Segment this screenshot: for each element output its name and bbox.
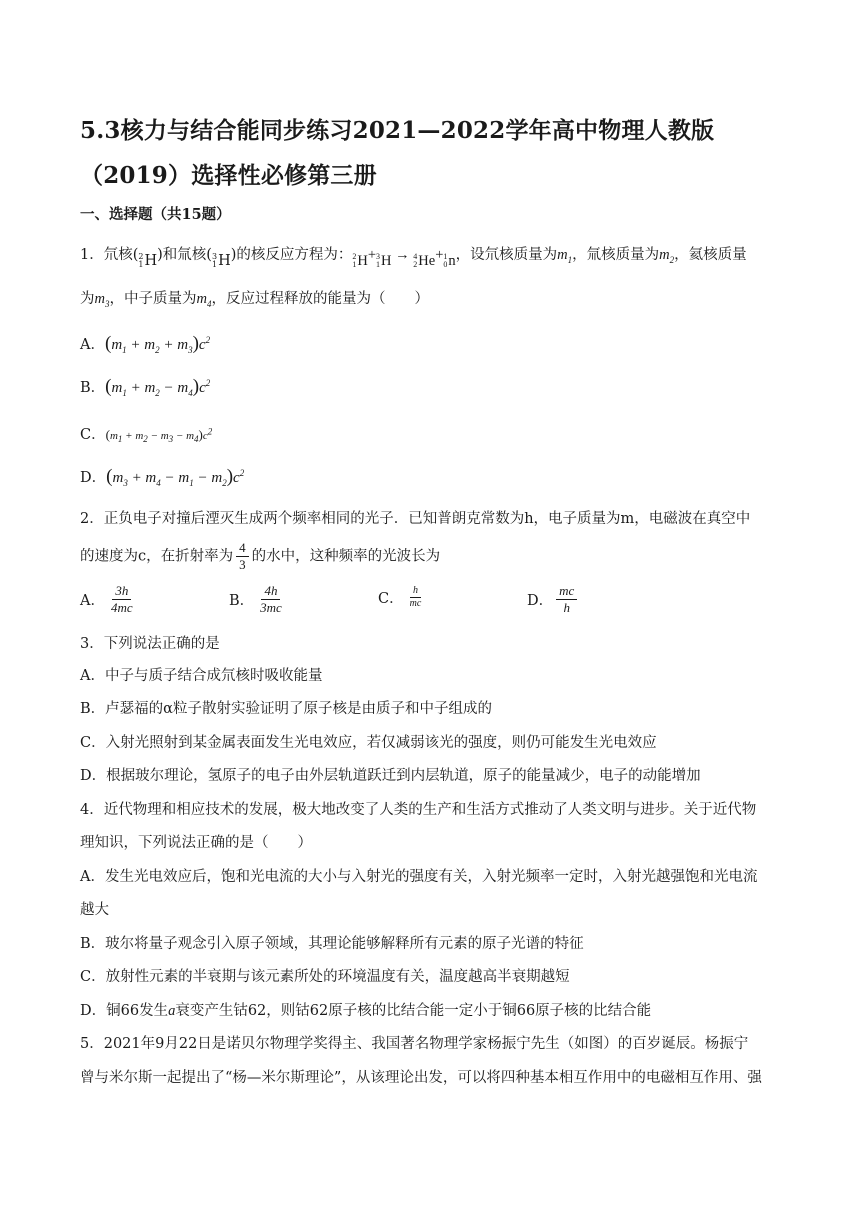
refractive-index-fraction: $\frac{4}{3}$ [236, 540, 249, 573]
q4-option-d: D．铜66发生a衰变产生钴62，则钴62原子核的比结合能一定小于铜66原子核的比结合能 [80, 1003, 652, 1019]
q2-stem-line1: 2．正负电子对撞后湮灭生成两个频率相同的光子．已知普朗克常数为h，电子质量为m，电磁波在真空中 [80, 511, 751, 527]
q1-option-d: D．$(m_3 + m_4 - m_1 - m_2)c^2$ [80, 466, 245, 488]
q2-option-d: D． $\frac{mc}{h}$ [527, 583, 580, 616]
q1-option-a: A．$(m_1 + m_2 + m_3)c^2$ [80, 333, 211, 355]
q3-option-c: C．入射光照射到某金属表面发生光电效应，若仅减弱该光的强度，则仍可能发生光电效应 [80, 735, 657, 751]
q2-option-b: B． $\frac{4h}{3mc}$ [229, 583, 282, 615]
q4-stem-line1: 4．近代物理和相应技术的发展，极大地改变了人类的生产和生活方式推动了人类文明与进步。关于近代物 [80, 802, 757, 818]
q4-stem-line2: 理知识，下列说法正确的是（ ） [80, 835, 312, 851]
q4-option-a-line1: A．发生光电效应后，饱和光电流的大小与入射光的强度有关，入射光频率一定时，入射光越强饱和光电流 [80, 869, 758, 885]
q1-stem-line1: 1．氘核( 2 1 H )和氚核( 3 1 H )的核反应方程为： 2 1 H+ 3 1 H → 4 2 He+ 1 0 n，设氘核质量为$m_1$，氚核质量为$m_2$，氦核质量 [80, 247, 747, 269]
q1-option-b: B．$(m_1 + m_2 - m_4)c^2$ [80, 376, 211, 398]
q1-stem-line2: 为$m_3$，中子质量为$m_4$，反应过程释放的能量为（ ） [80, 291, 429, 309]
section-heading: 一、选择题（共15题） [80, 206, 231, 223]
reaction-equation: 2 1 H+ 3 1 H → 4 2 He+ 1 0 n [352, 247, 456, 269]
q1-option-c: C．$(m_1 + m_2 - m_3 - m_4)c^2$ [80, 426, 213, 445]
q4-option-b: B．玻尔将量子观念引入原子领域，其理论能够解释所有元素的原子光谱的特征 [80, 936, 584, 952]
q3-option-a: A．中子与质子结合成氘核时吸收能量 [80, 668, 323, 684]
q2-stem-line2: 的速度为c，在折射率为 $\frac{4}{3}$ 的水中，这种频率的光波长为 [80, 540, 441, 572]
q5-stem-line1: 5．2021年9月22日是诺贝尔物理学奖得主、我国著名物理学家杨振宁先生（如图）的百岁诞辰。杨振宁 [80, 1036, 749, 1052]
tritium-symbol: 3 1 H [211, 252, 231, 269]
q2-option-c: C． $\frac{h}{mc}$ [378, 585, 422, 609]
q2-option-a: A． $\frac{3h}{4mc}$ [80, 583, 133, 615]
q4-option-c: C．放射性元素的半衰期与该元素所处的环境温度有关，温度越高半衰期越短 [80, 969, 570, 985]
document-title: 5.3核力与结合能同步练习2021—2022学年高中物理人教版（2019）选择性必修第三册 [80, 117, 715, 189]
q3-option-d: D．根据玻尔理论，氢原子的电子由外层轨道跃迁到内层轨道，原子的能量减少，电子的动能增加 [80, 768, 701, 784]
q4-option-a-line2: 越大 [80, 902, 109, 918]
q3-option-b: B．卢瑟福的α粒子散射实验证明了原子核是由质子和中子组成的 [80, 701, 492, 717]
q3-stem: 3．下列说法正确的是 [80, 636, 220, 652]
deuterium-symbol: 2 1 H [138, 252, 158, 269]
q5-stem-line2: 曾与米尔斯一起提出了“杨—米尔斯理论”，从该理论出发，可以将四种基本相互作用中的电磁相互作用、强 [80, 1070, 762, 1086]
